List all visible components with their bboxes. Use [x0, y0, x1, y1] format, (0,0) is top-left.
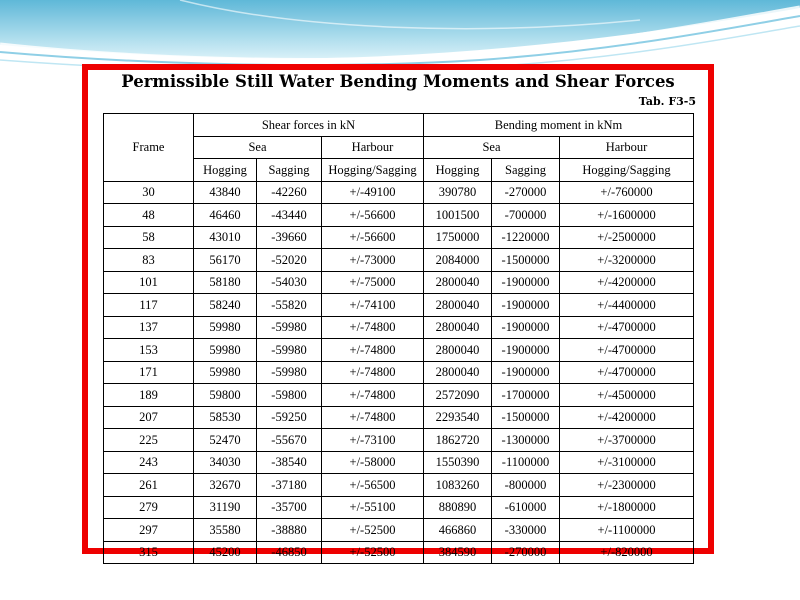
- cell-bending-sea-hogging: 2800040: [424, 271, 492, 294]
- cell-shear-harbour: +/-73000: [322, 249, 424, 272]
- cell-bending-sea-hogging: 1862720: [424, 429, 492, 452]
- cell-frame: 171: [104, 361, 194, 384]
- cell-frame: 48: [104, 204, 194, 227]
- cell-bending-sea-sagging: -1700000: [492, 384, 560, 407]
- cell-shear-sea-sagging: -35700: [257, 496, 322, 519]
- cell-shear-harbour: +/-74800: [322, 361, 424, 384]
- cell-shear-sea-sagging: -43440: [257, 204, 322, 227]
- cell-bending-harbour: +/-3200000: [560, 249, 694, 272]
- cell-bending-sea-sagging: -1900000: [492, 271, 560, 294]
- cell-bending-sea-hogging: 1001500: [424, 204, 492, 227]
- header-shear-harbour: Harbour: [322, 136, 424, 159]
- cell-bending-harbour: +/-3700000: [560, 429, 694, 452]
- cell-shear-sea-hogging: 59980: [194, 339, 257, 362]
- cell-frame: 189: [104, 384, 194, 407]
- cell-bending-sea-hogging: 1550390: [424, 451, 492, 474]
- cell-bending-harbour: +/-4700000: [560, 339, 694, 362]
- cell-bending-harbour: +/-4700000: [560, 316, 694, 339]
- cell-bending-harbour: +/-820000: [560, 541, 694, 564]
- cell-shear-sea-hogging: 32670: [194, 474, 257, 497]
- cell-frame: 297: [104, 519, 194, 542]
- cell-frame: 261: [104, 474, 194, 497]
- cell-shear-sea-sagging: -38540: [257, 451, 322, 474]
- cell-shear-harbour: +/-52500: [322, 519, 424, 542]
- cell-shear-sea-hogging: 58240: [194, 294, 257, 317]
- cell-bending-sea-sagging: -700000: [492, 204, 560, 227]
- cell-shear-harbour: +/-56600: [322, 226, 424, 249]
- header-bending-sagging: Sagging: [492, 159, 560, 182]
- header-shear-hogging-sagging: Hogging/Sagging: [322, 159, 424, 182]
- table-row: [104, 451, 694, 474]
- table-row: [104, 249, 694, 272]
- cell-shear-harbour: +/-56600: [322, 204, 424, 227]
- cell-shear-sea-hogging: 52470: [194, 429, 257, 452]
- cell-shear-sea-sagging: -59980: [257, 316, 322, 339]
- header-frame: Frame: [104, 114, 194, 182]
- cell-shear-sea-sagging: -37180: [257, 474, 322, 497]
- cell-frame: 83: [104, 249, 194, 272]
- cell-bending-sea-hogging: 2800040: [424, 339, 492, 362]
- moments-table: [103, 113, 694, 564]
- cell-shear-harbour: +/-52500: [322, 541, 424, 564]
- header-bending-harbour: Harbour: [560, 136, 694, 159]
- cell-bending-sea-hogging: 880890: [424, 496, 492, 519]
- cell-shear-sea-hogging: 58180: [194, 271, 257, 294]
- cell-shear-sea-sagging: -38880: [257, 519, 322, 542]
- cell-bending-harbour: +/-1800000: [560, 496, 694, 519]
- table-row: [104, 429, 694, 452]
- cell-bending-sea-sagging: -1900000: [492, 339, 560, 362]
- cell-shear-sea-sagging: -55670: [257, 429, 322, 452]
- cell-bending-sea-sagging: -1300000: [492, 429, 560, 452]
- header-shear-hogging: Hogging: [194, 159, 257, 182]
- cell-shear-sea-hogging: 58530: [194, 406, 257, 429]
- cell-bending-sea-hogging: 2084000: [424, 249, 492, 272]
- cell-shear-sea-hogging: 59980: [194, 361, 257, 384]
- table-reference: Tab. F3-5: [638, 95, 696, 108]
- cell-shear-sea-hogging: 45200: [194, 541, 257, 564]
- cell-shear-harbour: +/-73100: [322, 429, 424, 452]
- cell-bending-sea-sagging: -330000: [492, 519, 560, 542]
- cell-shear-harbour: +/-75000: [322, 271, 424, 294]
- cell-frame: 225: [104, 429, 194, 452]
- cell-bending-harbour: +/-2300000: [560, 474, 694, 497]
- cell-frame: 137: [104, 316, 194, 339]
- cell-bending-sea-hogging: 384590: [424, 541, 492, 564]
- header-shear-forces: Shear forces in kN: [194, 114, 424, 137]
- cell-bending-harbour: +/-3100000: [560, 451, 694, 474]
- cell-bending-sea-hogging: 2800040: [424, 316, 492, 339]
- cell-bending-harbour: +/-4200000: [560, 406, 694, 429]
- cell-shear-sea-sagging: -59800: [257, 384, 322, 407]
- cell-shear-harbour: +/-74100: [322, 294, 424, 317]
- cell-shear-sea-sagging: -39660: [257, 226, 322, 249]
- cell-frame: 279: [104, 496, 194, 519]
- cell-bending-sea-sagging: -1900000: [492, 316, 560, 339]
- cell-shear-harbour: +/-74800: [322, 384, 424, 407]
- table-row: [104, 226, 694, 249]
- cell-shear-sea-sagging: -42260: [257, 181, 322, 204]
- header-bending-hogging-sagging: Hogging/Sagging: [560, 159, 694, 182]
- cell-bending-sea-sagging: -1220000: [492, 226, 560, 249]
- table-frame: [82, 64, 714, 560]
- cell-frame: 58: [104, 226, 194, 249]
- cell-bending-sea-sagging: -1100000: [492, 451, 560, 474]
- header-bending-hogging: Hogging: [424, 159, 492, 182]
- table-row: [104, 406, 694, 429]
- cell-shear-sea-sagging: -55820: [257, 294, 322, 317]
- table-row: [104, 294, 694, 317]
- cell-bending-harbour: +/-1600000: [560, 204, 694, 227]
- table-row: [104, 316, 694, 339]
- cell-frame: 117: [104, 294, 194, 317]
- header-shear-sagging: Sagging: [257, 159, 322, 182]
- cell-shear-sea-sagging: -59980: [257, 339, 322, 362]
- cell-shear-sea-hogging: 56170: [194, 249, 257, 272]
- cell-shear-sea-sagging: -52020: [257, 249, 322, 272]
- cell-shear-sea-hogging: 43010: [194, 226, 257, 249]
- table-row: [104, 361, 694, 384]
- cell-bending-sea-sagging: -270000: [492, 181, 560, 204]
- cell-shear-sea-hogging: 35580: [194, 519, 257, 542]
- cell-bending-sea-hogging: 2572090: [424, 384, 492, 407]
- cell-bending-sea-hogging: 2800040: [424, 294, 492, 317]
- table-row: [104, 339, 694, 362]
- cell-bending-sea-hogging: 466860: [424, 519, 492, 542]
- cell-bending-harbour: +/-4200000: [560, 271, 694, 294]
- cell-shear-harbour: +/-55100: [322, 496, 424, 519]
- table-row: [104, 519, 694, 542]
- table-row: [104, 496, 694, 519]
- cell-bending-harbour: +/-760000: [560, 181, 694, 204]
- cell-frame: 207: [104, 406, 194, 429]
- cell-bending-sea-hogging: 2293540: [424, 406, 492, 429]
- cell-bending-sea-sagging: -1900000: [492, 294, 560, 317]
- cell-shear-harbour: +/-58000: [322, 451, 424, 474]
- cell-shear-sea-hogging: 59980: [194, 316, 257, 339]
- cell-shear-sea-sagging: -46850: [257, 541, 322, 564]
- cell-bending-harbour: +/-4400000: [560, 294, 694, 317]
- cell-bending-harbour: +/-2500000: [560, 226, 694, 249]
- cell-shear-sea-sagging: -59250: [257, 406, 322, 429]
- cell-bending-sea-sagging: -610000: [492, 496, 560, 519]
- cell-bending-sea-sagging: -270000: [492, 541, 560, 564]
- cell-bending-sea-hogging: 1750000: [424, 226, 492, 249]
- cell-bending-sea-sagging: -1500000: [492, 249, 560, 272]
- table-row: [104, 541, 694, 564]
- table-title: Permissible Still Water Bending Moments and Shear Forces: [121, 72, 675, 91]
- cell-frame: 243: [104, 451, 194, 474]
- cell-bending-sea-sagging: -1500000: [492, 406, 560, 429]
- header-bending-sea: Sea: [424, 136, 560, 159]
- cell-shear-sea-sagging: -54030: [257, 271, 322, 294]
- cell-bending-sea-sagging: -800000: [492, 474, 560, 497]
- cell-frame: 315: [104, 541, 194, 564]
- cell-frame: 101: [104, 271, 194, 294]
- cell-shear-harbour: +/-56500: [322, 474, 424, 497]
- cell-frame: 30: [104, 181, 194, 204]
- cell-shear-sea-sagging: -59980: [257, 361, 322, 384]
- cell-shear-harbour: +/-74800: [322, 406, 424, 429]
- table-row: [104, 384, 694, 407]
- cell-shear-sea-hogging: 43840: [194, 181, 257, 204]
- table-row: [104, 204, 694, 227]
- header-bending-moment: Bending moment in kNm: [424, 114, 694, 137]
- cell-shear-sea-hogging: 31190: [194, 496, 257, 519]
- cell-bending-sea-hogging: 1083260: [424, 474, 492, 497]
- cell-bending-sea-hogging: 2800040: [424, 361, 492, 384]
- cell-bending-sea-sagging: -1900000: [492, 361, 560, 384]
- cell-bending-harbour: +/-4500000: [560, 384, 694, 407]
- cell-shear-harbour: +/-49100: [322, 181, 424, 204]
- cell-shear-sea-hogging: 34030: [194, 451, 257, 474]
- cell-shear-sea-hogging: 46460: [194, 204, 257, 227]
- cell-bending-harbour: +/-4700000: [560, 361, 694, 384]
- cell-bending-harbour: +/-1100000: [560, 519, 694, 542]
- cell-shear-sea-hogging: 59800: [194, 384, 257, 407]
- cell-frame: 153: [104, 339, 194, 362]
- table-row: [104, 271, 694, 294]
- cell-shear-harbour: +/-74800: [322, 339, 424, 362]
- cell-bending-sea-hogging: 390780: [424, 181, 492, 204]
- table-row: [104, 181, 694, 204]
- header-shear-sea: Sea: [194, 136, 322, 159]
- table-row: [104, 474, 694, 497]
- cell-shear-harbour: +/-74800: [322, 316, 424, 339]
